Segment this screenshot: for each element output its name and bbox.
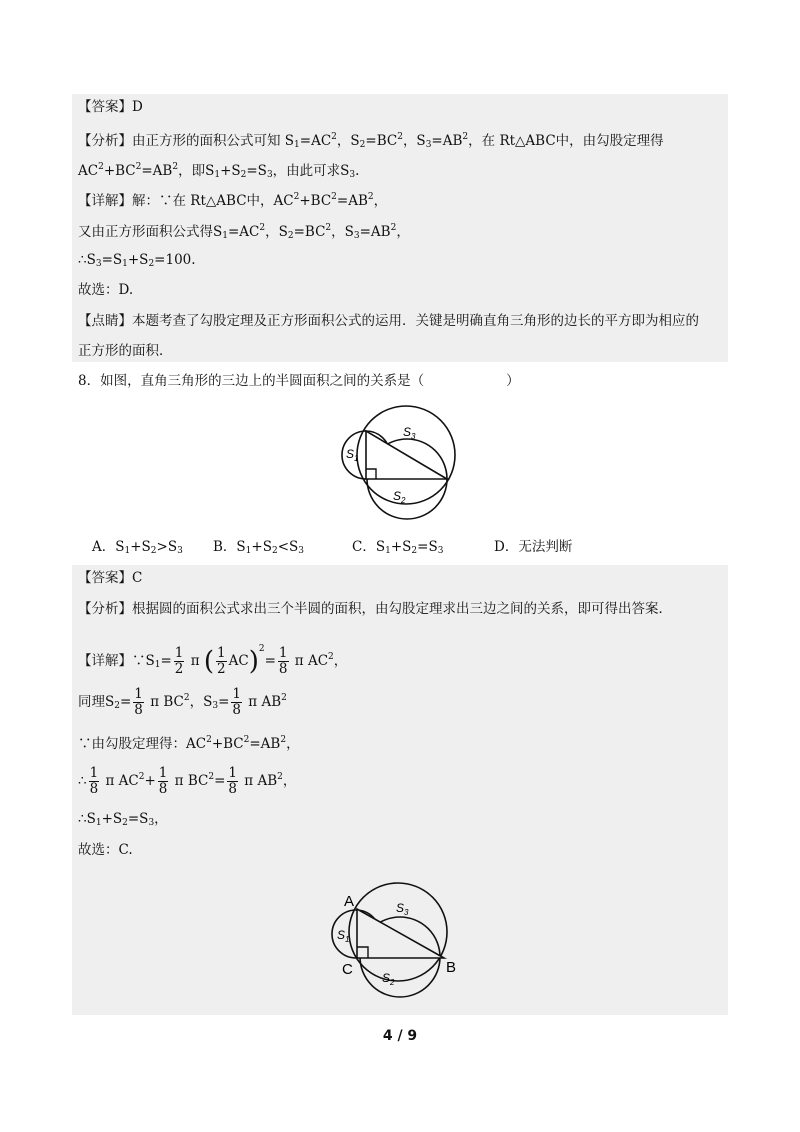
label-s1: $S_1$ — [337, 928, 350, 944]
q8-option-b[interactable]: B．$S_1+S_2<S_3$ — [213, 539, 304, 556]
q8-therefore-line-1: ∴ $\frac{1}{8}$ π $AC^2+$ $\frac{1}{8}$ π $BC^2=$ $\frac{1}{8}$ π $AB^2$， — [78, 765, 297, 797]
q8-detail-line-2: 同理$S_2=$ $\frac{1}{8}$ π $BC^2$，$S_3=$ $\frac{1}{8}$ π $AB^2$ — [78, 686, 287, 718]
q8-answer-line: 【答案】C — [78, 570, 143, 586]
label-s3: $S_3$ — [403, 425, 416, 441]
q8-solution-figure — [322, 878, 472, 1003]
q8-pyth-line: ∵由勾股定理得：$AC^2+BC^2=AB^2$， — [78, 735, 300, 752]
q7-choose-line: 故选：D. — [78, 282, 134, 298]
q7-analysis-line-2: $AC^2+BC^2=AB^2$，即$S_1+S_2=S_3$，由此可求$S_3$. — [78, 162, 360, 180]
fraction: $\frac{1}{8}$ — [89, 765, 99, 797]
fraction: $\frac{1}{8}$ — [278, 645, 288, 677]
label-s3: $S_3$ — [396, 901, 409, 917]
q8-analysis-line: 【分析】根据圆的面积公式求出三个半圆的面积，由勾股定理求出三边之间的关系，即可得出答案． — [78, 601, 672, 617]
fraction: $\frac{1}{8}$ — [228, 765, 237, 797]
q8-option-c[interactable]: C．$S_1+S_2=S_3$ — [352, 539, 444, 556]
label-s1: $S_1$ — [346, 447, 359, 463]
q7-analysis-line-1: 【分析】由正方形的面积公式可知 $S_1=AC^2$，$S_2=BC^2$，$S_3=AB^2$，在 Rt△ABC中，由勾股定理得 — [78, 132, 664, 150]
q7-result-line: $\therefore S_3=S_1+S_2=100$. — [78, 252, 196, 269]
vertex-label-a: A — [344, 893, 355, 910]
vertex-label-b: B — [446, 959, 457, 976]
fraction: $\frac{1}{8}$ — [158, 765, 168, 797]
q8-figure — [335, 400, 475, 525]
fraction: $\frac{1}{8}$ — [134, 686, 143, 718]
fraction: $\frac{1}{2}$ — [217, 645, 226, 677]
q7-comment-line-1: 【点睛】本题考查了勾股定理及正方形面积公式的运用．关键是明确直角三角形的边长的平方即为相应的 — [78, 313, 699, 329]
q7-answer-line: 【答案】D — [78, 99, 143, 115]
label-s2: $S_2$ — [393, 489, 406, 505]
q7-detail-line-1: 【详解】解：∵在 Rt△ABC中，$AC^2+BC^2=AB^2$， — [78, 192, 388, 209]
q8-option-a[interactable]: A．$S_1+S_2>S_3$ — [92, 539, 183, 556]
label-s2: $S_2$ — [382, 971, 395, 987]
q8-detail-line-1: 【详解】$\because S_1=$ $\frac{1}{2}$ π ( $\frac{1}{2}$ AC)$^2$= $\frac{1}{8}$ π $AC^2$， — [78, 644, 348, 677]
q8-choose-line: 故选：C. — [78, 842, 133, 858]
q8-option-d[interactable]: D．无法判断 — [494, 539, 573, 555]
q7-comment-line-2: 正方形的面积． — [78, 343, 173, 359]
fraction: $\frac{1}{2}$ — [174, 645, 184, 677]
fraction: $\frac{1}{8}$ — [232, 686, 241, 718]
page-number: 4 / 9 — [382, 1028, 418, 1044]
q8-therefore-line-2: $\therefore S_1+S_2=S_3$， — [78, 811, 168, 828]
vertex-label-c: C — [342, 961, 353, 978]
q7-detail-line-2: 又由正方形面积公式得$S_1=AC^2$，$S_2=BC^2$，$S_3=AB^2$， — [78, 223, 410, 241]
q8-stem: 8．如图，直角三角形的三边上的半圆面积之间的关系是（ ） — [78, 373, 520, 389]
